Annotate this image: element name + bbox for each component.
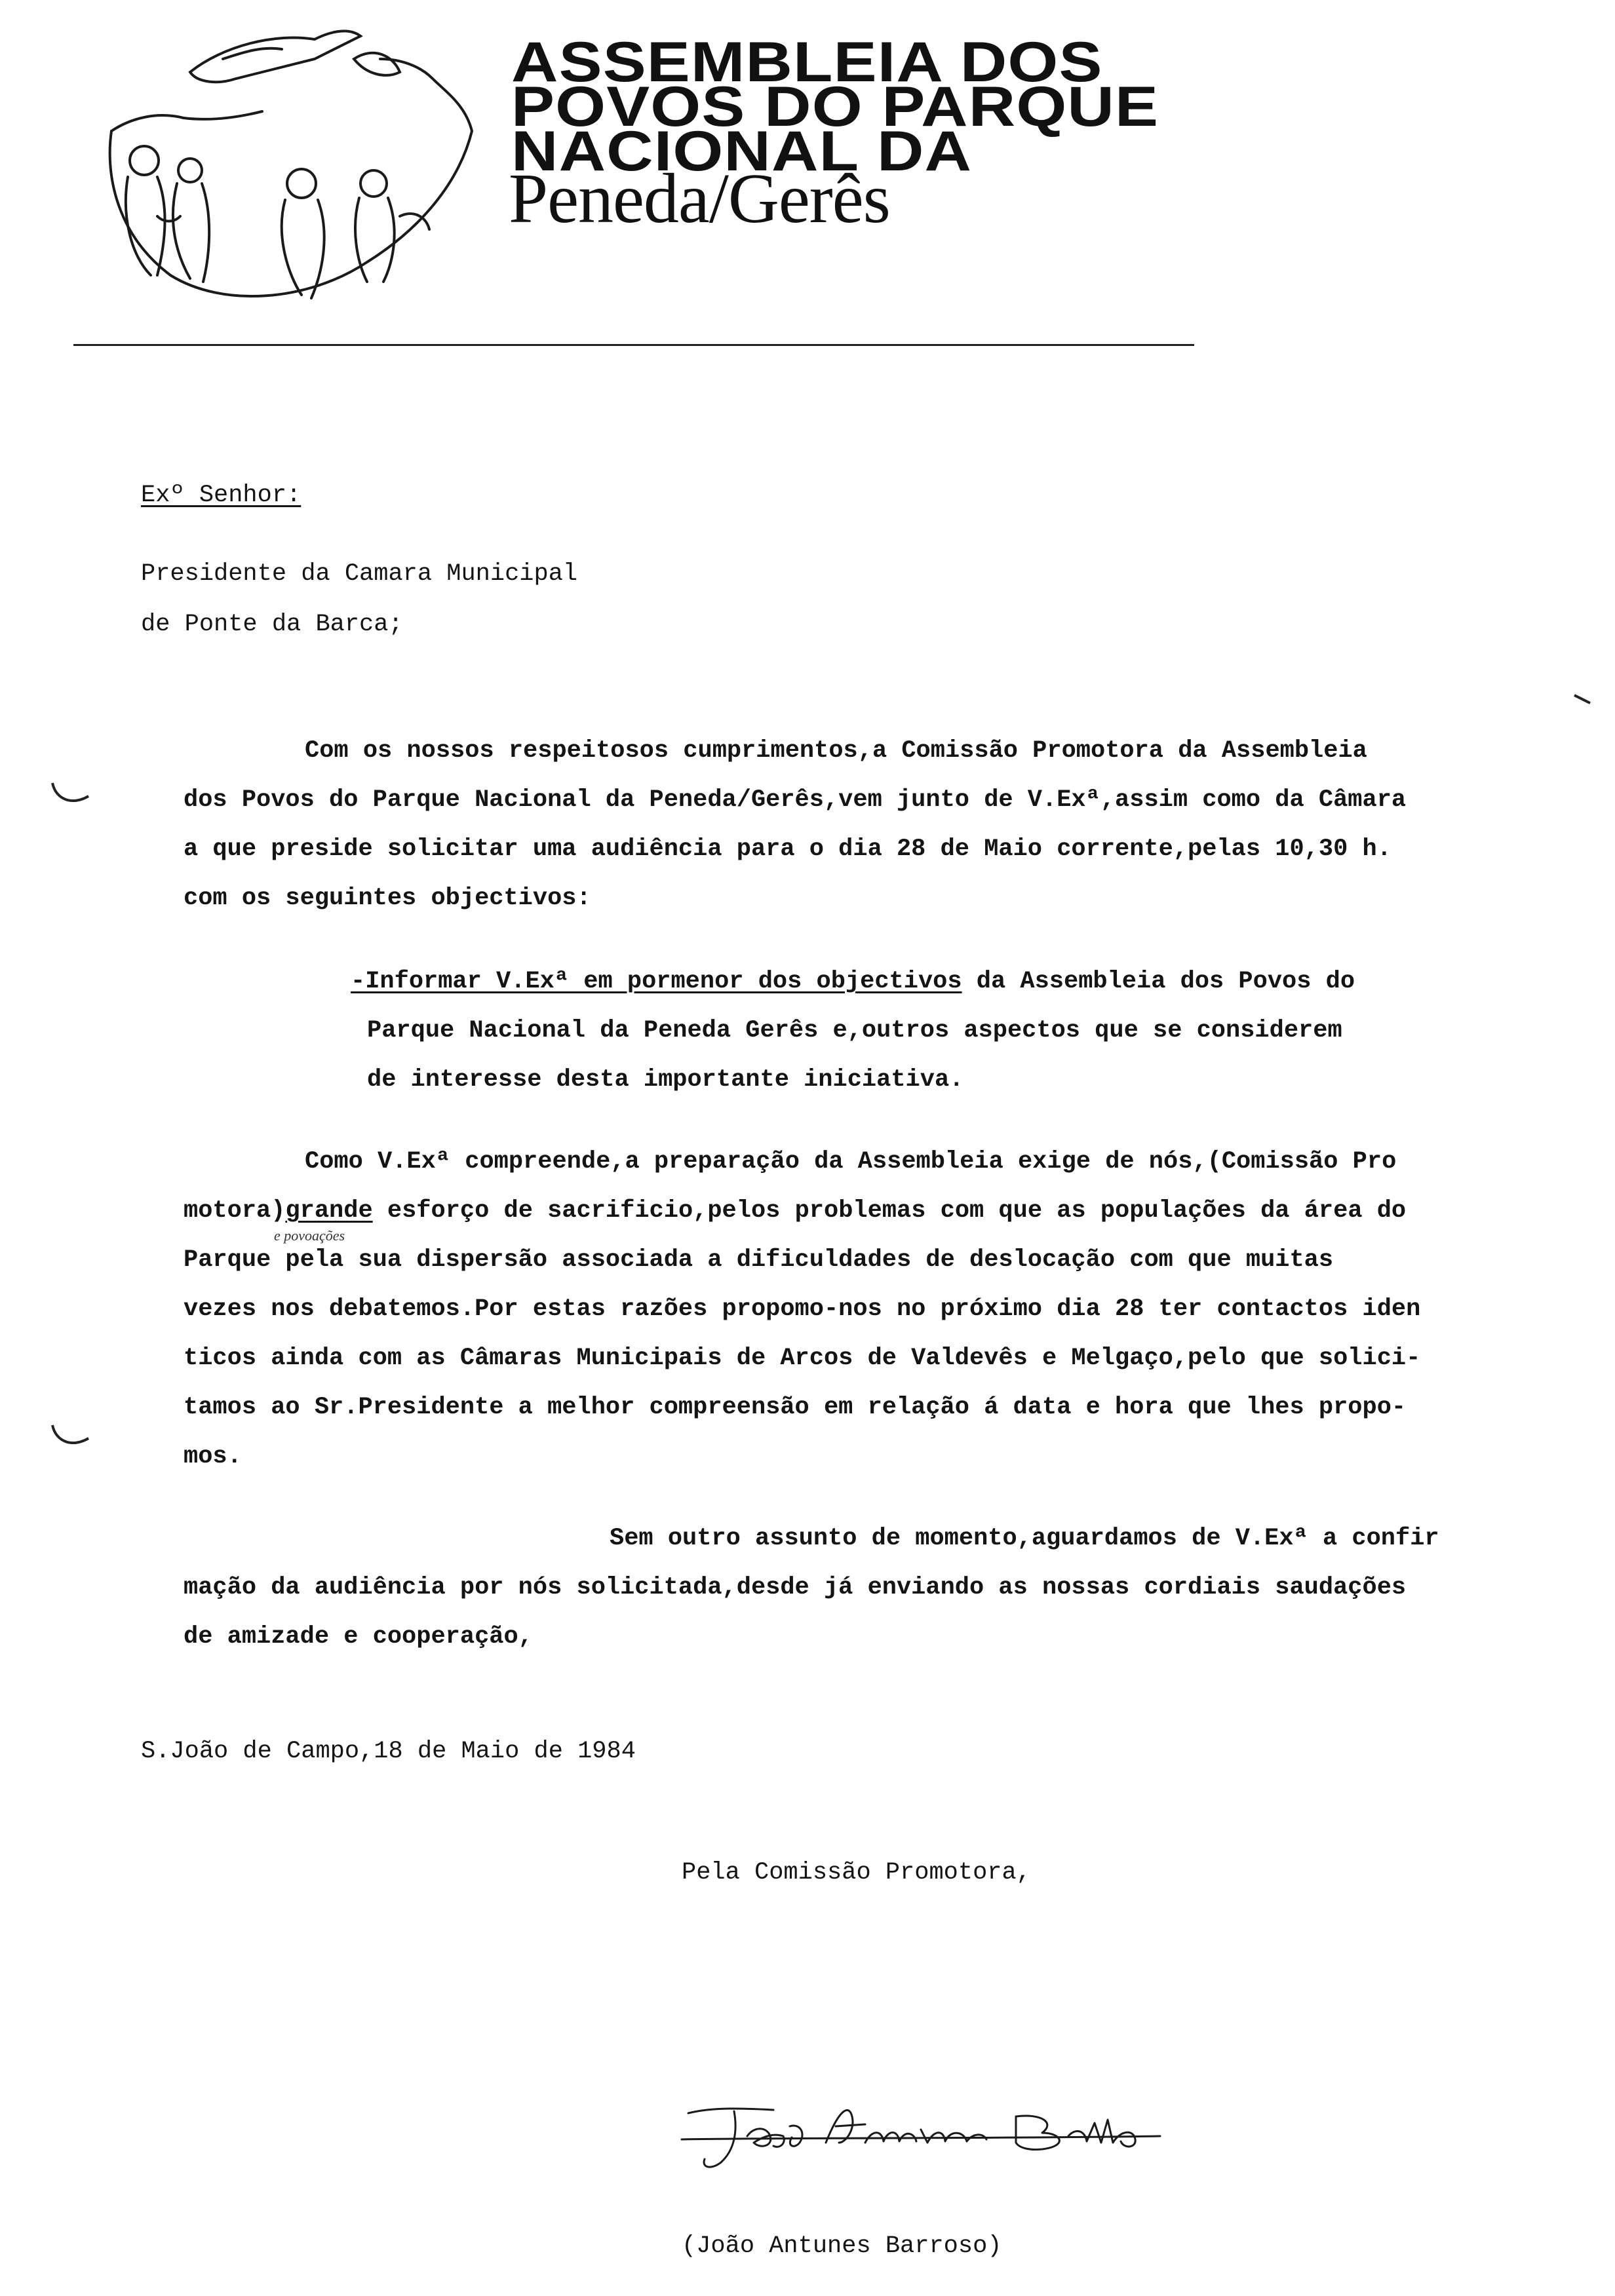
paragraph-2-line-2b: grande bbox=[285, 1197, 373, 1225]
objective-line-1 bbox=[351, 970, 1355, 994]
objective-rest: da Assembleia dos Povos do bbox=[962, 968, 1355, 995]
paragraph-3-line-1: Sem outro assunto de momento,aguardamos de V.Exª a confir bbox=[610, 1525, 1439, 1552]
paragraph-2-line-1: Como V.Exª compreende,a preparação da Assembleia exige de nós,(Comissão Pro bbox=[305, 1148, 1397, 1176]
header-divider bbox=[73, 344, 1194, 346]
recipient-line-1: Presidente da Camara Municipal bbox=[141, 560, 578, 588]
recipient-line-2: de Ponte da Barca; bbox=[141, 611, 403, 638]
scan-mark bbox=[46, 1415, 98, 1455]
paragraph-2-line-2c: esforço de sacrificio,pelos problemas com que as populações da área do bbox=[372, 1197, 1407, 1225]
place-date: S.João de Campo,18 de Maio de 1984 bbox=[141, 1738, 636, 1765]
letterhead-line-4: Peneda/Gerês bbox=[509, 160, 890, 238]
paragraph-2-line-2 bbox=[184, 1199, 1406, 1223]
assembly-logo bbox=[92, 20, 485, 315]
paragraph-1-line-2: dos Povos do Parque Nacional da Peneda/Gerês,vem junto de V.Exª,assim como da Câmara bbox=[184, 786, 1407, 814]
closing-line: Pela Comissão Promotora, bbox=[682, 1859, 1031, 1886]
letterhead-line-3: NACIONAL DA bbox=[511, 120, 973, 183]
paragraph-2-line-7: mos. bbox=[184, 1443, 242, 1470]
paragraph-1-line-4: com os seguintes objectivos: bbox=[184, 885, 591, 912]
handwritten-signature bbox=[675, 2097, 1173, 2175]
paragraph-1-line-3: a que preside solicitar uma audiência para o dia 28 de Maio corrente,pelas 10,30 h. bbox=[184, 835, 1391, 863]
signatory-name: (João Antunes Barroso) bbox=[682, 2232, 1002, 2260]
paragraph-3-line-3: de amizade e cooperação, bbox=[184, 1623, 533, 1651]
letterhead-line-1: ASSEMBLEIA DOS bbox=[511, 31, 1103, 94]
paragraph-2-line-3: Parque pela sua dispersão associada a dificuldades de deslocação com que muitas bbox=[184, 1246, 1334, 1274]
paragraph-1-line-1: Com os nossos respeitosos cumprimentos,a Comissão Promotora da Assembleia bbox=[305, 737, 1367, 765]
paragraph-2-line-6: tamos ao Sr.Presidente a melhor compreensão em relação á data e hora que lhes propo- bbox=[184, 1394, 1407, 1421]
paragraph-2-line-2a: motora) bbox=[184, 1197, 286, 1225]
objective-line-3: de interesse desta importante iniciativa. bbox=[367, 1066, 964, 1094]
objective-underlined: -Informar V.Exª em pormenor dos objectivos bbox=[351, 968, 962, 995]
salutation: Exº Senhor: bbox=[141, 482, 302, 509]
letterhead-line-2: POVOS DO PARQUE bbox=[511, 75, 1159, 138]
paragraph-2-line-4: vezes nos debatemos.Por estas razões propomo-nos no próximo dia 28 ter contactos iden bbox=[184, 1295, 1421, 1323]
scan-mark bbox=[46, 773, 98, 813]
scan-mark bbox=[1573, 691, 1593, 711]
objective-line-2: Parque Nacional da Peneda Gerês e,outros aspectos que se considerem bbox=[367, 1017, 1342, 1044]
paragraph-2-line-5: ticos ainda com as Câmaras Municipais de Arcos de Valdevês e Melgaço,pelo que solici- bbox=[184, 1345, 1421, 1372]
handwritten-insertion: e povoações bbox=[274, 1227, 345, 1244]
paragraph-3-line-2: mação da audiência por nós solicitada,desde já enviando as nossas cordiais saudações bbox=[184, 1574, 1407, 1601]
